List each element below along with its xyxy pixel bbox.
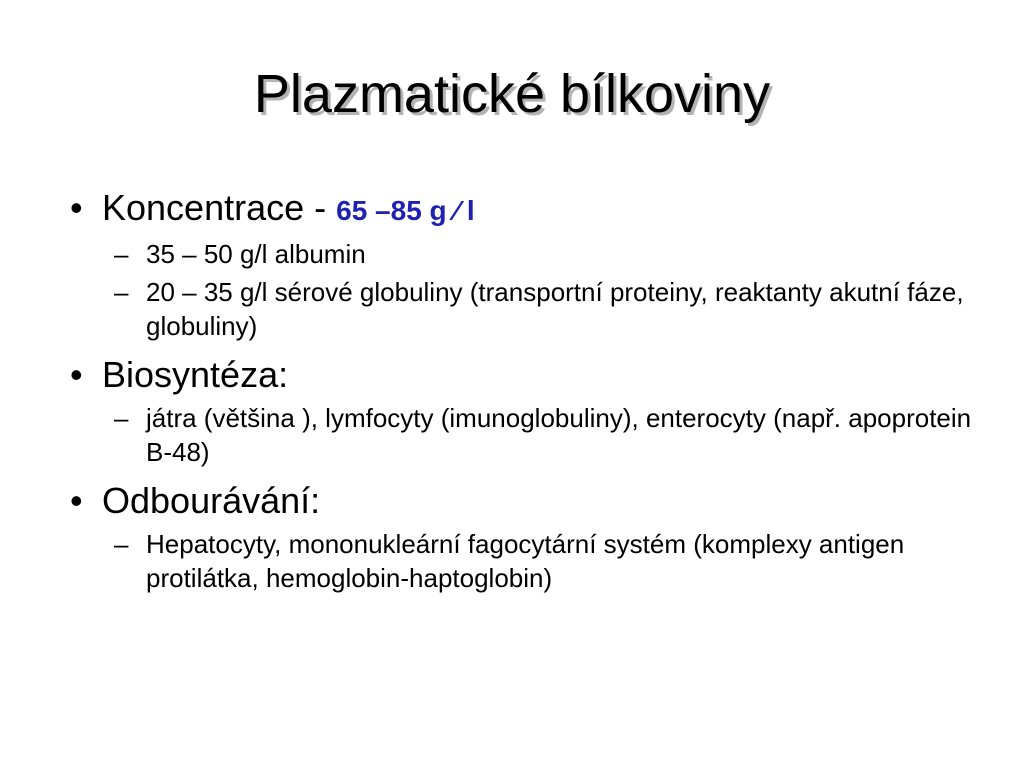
list-item-koncentrace	[70, 186, 990, 233]
bullet-icon: •	[70, 480, 83, 521]
subitem-text: Hepatocyty, mononukleární fagocytární systém (komplexy antigen protilátka, hemoglobin-haptoglobin)	[146, 529, 905, 593]
bullet-icon: •	[70, 354, 83, 395]
item-label: Odbourávání:	[102, 480, 321, 521]
list-item-odbouravani	[70, 479, 990, 523]
slide-title: Plazmatické bílkoviny	[253, 64, 771, 124]
list-item-biosynteza	[70, 353, 990, 397]
sublist-biosynteza	[114, 401, 990, 469]
slide-content	[70, 186, 990, 605]
concentration-value: 65 –85 g ⁄ l	[336, 195, 475, 226]
dash-icon: –	[114, 239, 129, 269]
subitem-text: játra (většina ), lymfocyty (imunoglobuliny), enterocyty (např. apoprotein B-48)	[146, 403, 972, 467]
item-label: Biosyntéza:	[102, 354, 289, 395]
list-subitem	[114, 527, 990, 595]
subitem-text: 35 – 50 g/l albumin	[146, 239, 366, 269]
sublist-odbouravani	[114, 527, 990, 595]
bullet-icon: •	[70, 187, 83, 228]
subitem-text: 20 – 35 g/l sérové globuliny (transportní proteiny, reaktanty akutní fáze, globuliny)	[146, 277, 964, 341]
dash-icon: –	[114, 277, 129, 307]
list-subitem	[114, 401, 990, 469]
dash-icon: –	[114, 529, 129, 559]
item-label: Koncentrace -	[102, 187, 337, 228]
sublist-koncentrace	[114, 237, 990, 343]
list-subitem	[114, 237, 990, 271]
list-subitem	[114, 275, 990, 343]
dash-icon: –	[114, 403, 129, 433]
